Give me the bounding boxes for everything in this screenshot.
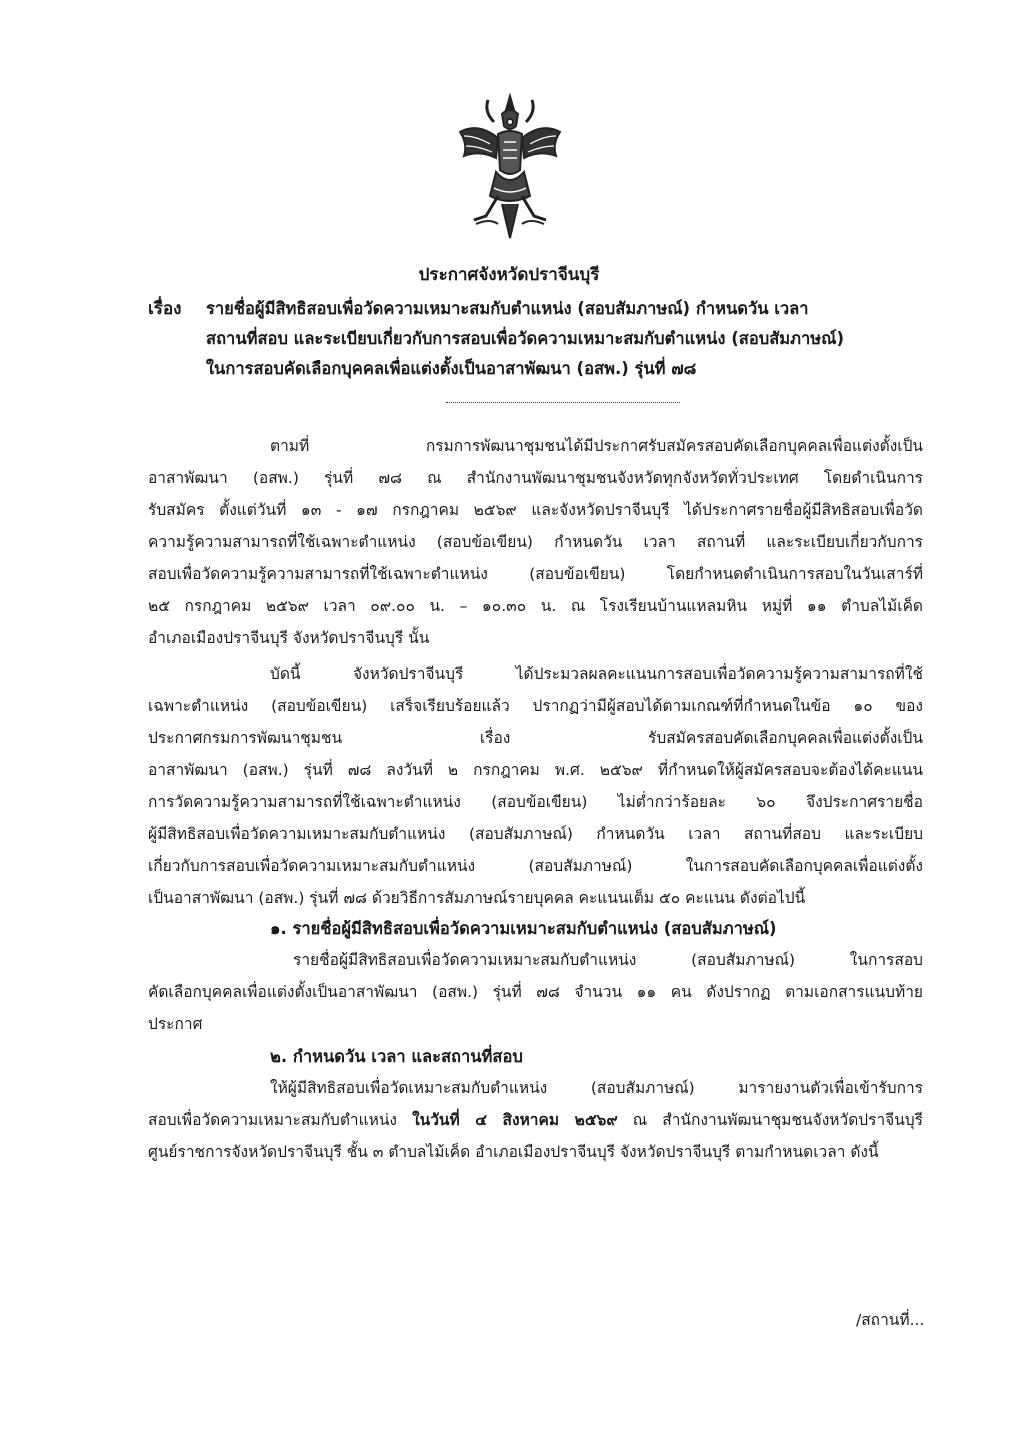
paragraph-line: ประกาศ xyxy=(148,1015,203,1033)
paragraph-line: ผู้มีสิทธิสอบเพื่อวัดความเหมาะสมกับตำแหน่ง (สอบสัมภาษณ์) กำหนดวัน เวลา สถานที่สอบ และระเบียบ xyxy=(148,825,923,843)
section-2-heading: ๒. กำหนดวัน เวลา และสถานที่สอบ xyxy=(270,1047,523,1066)
section-1-heading: ๑. รายชื่อผู้มีสิทธิสอบเพื่อวัดความเหมาะสมกับตำแหน่ง (สอบสัมภาษณ์) xyxy=(270,919,777,938)
subject-text xyxy=(206,294,906,384)
section-2-body xyxy=(148,1072,923,1168)
paragraph-line: ความรู้ความสามารถที่ใช้เฉพาะตำแหน่ง (สอบข้อเขียน) กำหนดวัน เวลา สถานที่ และระเบียบเกี่ยวกับการ xyxy=(148,533,923,551)
paragraph-1 xyxy=(148,430,923,654)
paragraph-line: เกี่ยวกับการสอบเพื่อวัดความเหมาะสมกับตำแหน่ง (สอบสัมภาษณ์) ในการสอบคัดเลือกบุคคลเพื่อแต่งตั้ง xyxy=(148,857,923,875)
section-1-body xyxy=(148,944,923,1040)
subject-line: สถานที่สอบ และระเบียบเกี่ยวกับการสอบเพื่อวัดความเหมาะสมกับตำแหน่ง (สอบสัมภาษณ์) xyxy=(206,329,845,348)
paragraph-line: ศูนย์ราชการจังหวัดปราจีนบุรี ชั้น ๓ ตำบลไม้เค็ด อำเภอเมืองปราจีนบุรี จังหวัดปราจีนบุรี ตามกำหนดเวลา ดังนี้ xyxy=(148,1143,879,1161)
paragraph-line: อาสาพัฒนา (อสพ.) รุ่นที่ ๗๘ ณ สำนักงานพัฒนาชุมชนจังหวัดทุกจังหวัดทั่วประเทศ โดยดำเนินการ xyxy=(148,469,923,487)
subject-line: ในการสอบคัดเลือกบุคคลเพื่อแต่งตั้งเป็นอาสาพัฒนา (อสพ.) รุ่นที่ ๗๘ xyxy=(206,359,697,378)
paragraph-line: อำเภอเมืองปราจีนบุรี จังหวัดปราจีนบุรี นั้น xyxy=(148,629,430,647)
subject-label: เรื่อง xyxy=(148,299,182,319)
exam-date-highlight: ในวันที่ ๔ สิงหาคม ๒๕๖๙ xyxy=(412,1111,618,1129)
paragraph-line: เป็นอาสาพัฒนา (อสพ.) รุ่นที่ ๗๘ ด้วยวิธีการสัมภาษณ์รายบุคคล คะแนนเต็ม ๕๐ คะแนน ดังต่อไปนี้ xyxy=(148,889,806,907)
paragraph-line: ให้ผู้มีสิทธิสอบเพื่อวัดเหมาะสมกับตำแหน่ง (สอบสัมภาษณ์) มารายงานตัวเพื่อเข้ารับการ xyxy=(270,1079,923,1097)
dotted-divider xyxy=(446,402,680,403)
paragraph-line: การวัดความรู้ความสามารถที่ใช้เฉพาะตำแหน่ง (สอบข้อเขียน) ไม่ต่ำกว่าร้อยละ ๖๐ จึงประกาศรายชื่อ xyxy=(148,793,923,811)
paragraph-line: บัดนี้ จังหวัดปราจีนบุรี ได้ประมวลผลคะแนนการสอบเพื่อวัดความรู้ความสามารถที่ใช้ xyxy=(270,665,923,683)
paragraph-line: อาสาพัฒนา (อสพ.) รุ่นที่ ๗๘ ลงวันที่ ๒ กรกฎาคม พ.ศ. ๒๕๖๙ ที่กำหนดให้ผู้สมัครสอบจะต้องได้คะแนน xyxy=(148,761,923,779)
paragraph-line: ตามที่ กรมการพัฒนาชุมชนได้มีประกาศรับสมัครสอบคัดเลือกบุคคลเพื่อแต่งตั้งเป็น xyxy=(270,437,923,455)
paragraph-line: ๒๕ กรกฎาคม ๒๕๖๙ เวลา ๐๙.๐๐ น. – ๑๐.๓๐ น. ณ โรงเรียนบ้านแหลมหิน หมู่ที่ ๑๑ ตำบลไม้เค็ด xyxy=(148,597,923,615)
garuda-emblem-icon xyxy=(450,92,570,242)
subject-line: รายชื่อผู้มีสิทธิสอบเพื่อวัดความเหมาะสมกับตำแหน่ง (สอบสัมภาษณ์) กำหนดวัน เวลา xyxy=(206,299,809,318)
paragraph-line: สอบเพื่อวัดความรู้ความสามารถที่ใช้เฉพาะตำแหน่ง (สอบข้อเขียน) โดยกำหนดดำเนินการสอบในวันเสาร์ที่ xyxy=(148,565,923,583)
paragraph-line: เฉพาะตำแหน่ง (สอบข้อเขียน) เสร็จเรียบร้อยแล้ว ปรากฏว่ามีผู้สอบได้ตามเกณฑ์ที่กำหนดในข้อ ๑๐ ของ xyxy=(148,697,923,715)
text-segment: สอบเพื่อวัดความเหมาะสมกับตำแหน่ง xyxy=(148,1111,413,1129)
paragraph-line: รับสมัคร ตั้งแต่วันที่ ๑๓ - ๑๗ กรกฎาคม ๒๕๖๙ และจังหวัดปราจีนบุรี ได้ประกาศรายชื่อผู้มีสิทธิสอบเพื่อวัด xyxy=(148,501,923,519)
paragraph-line: คัดเลือกบุคคลเพื่อแต่งตั้งเป็นอาสาพัฒนา (อสพ.) รุ่นที่ ๗๘ จำนวน ๑๑ คน ดังปรากฏ ตามเอกสารแนบท้าย xyxy=(148,983,923,1001)
announcement-title: ประกาศจังหวัดปราจีนบุรี xyxy=(418,265,600,285)
continuation-note: /สถานที่... xyxy=(856,1311,925,1329)
paragraph-2 xyxy=(148,658,923,914)
paragraph-line: รายชื่อผู้มีสิทธิสอบเพื่อวัดความเหมาะสมกับตำแหน่ง (สอบสัมภาษณ์) ในการสอบ xyxy=(293,951,923,969)
paragraph-line: ประกาศกรมการพัฒนาชุมชน เรื่อง รับสมัครสอบคัดเลือกบุคคลเพื่อแต่งตั้งเป็น xyxy=(148,729,923,747)
text-segment: ณ สำนักงานพัฒนาชุมชนจังหวัดปราจีนบุรี xyxy=(617,1111,923,1129)
paragraph-line xyxy=(148,1104,923,1136)
